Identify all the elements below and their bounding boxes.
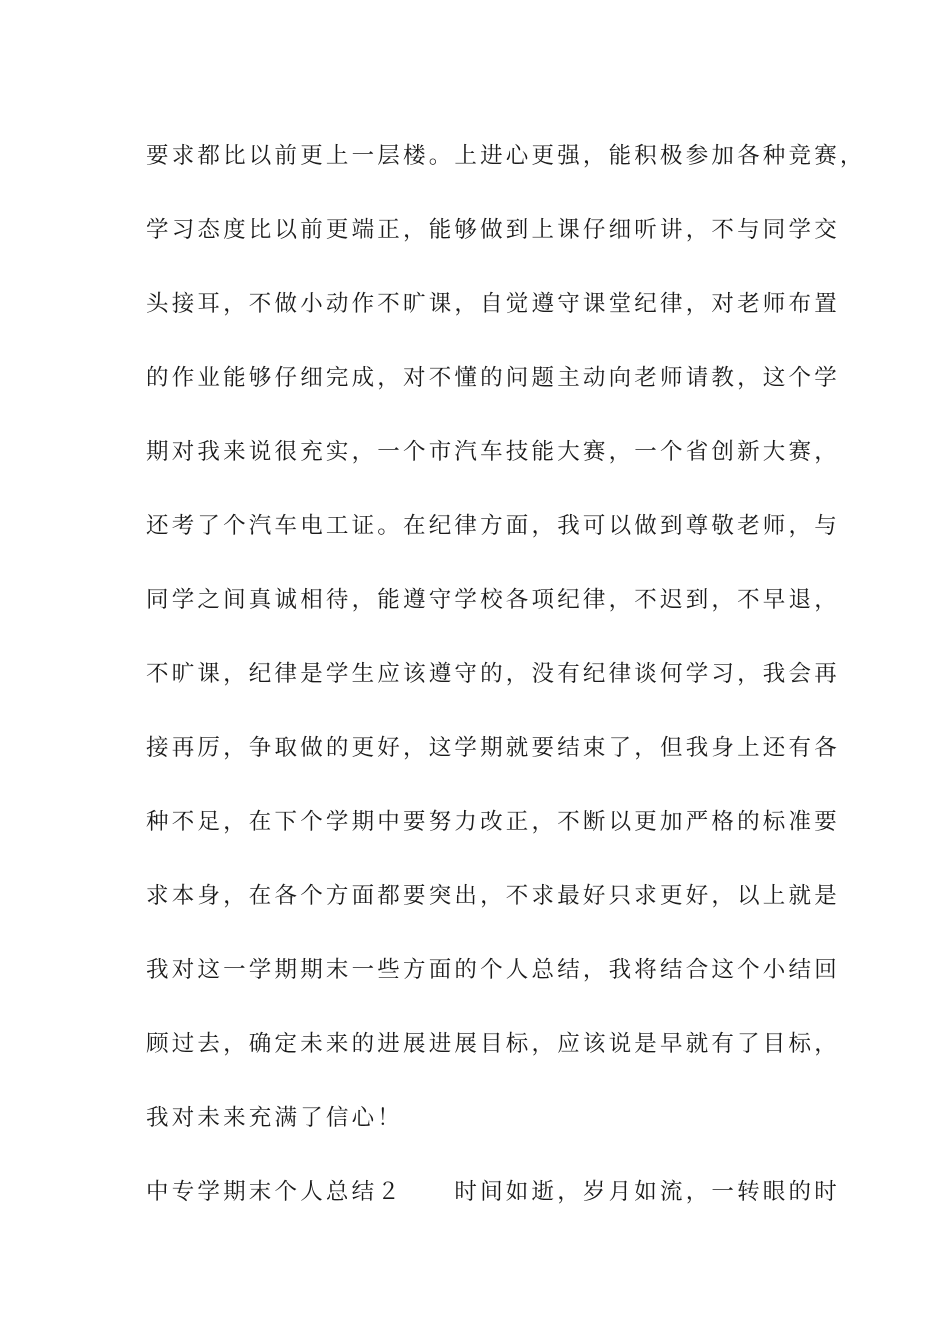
text-line: 头接耳，不做小动作不旷课，自觉遵守课堂纪律，对老师布置 <box>146 291 840 317</box>
text-line: 期对我来说很充实，一个市汽车技能大赛，一个省创新大赛， <box>146 439 840 465</box>
text-line: 学习态度比以前更端正，能够做到上课仔细听讲，不与同学交 <box>146 217 840 243</box>
text-line: 求本身，在各个方面都要突出，不求最好只求更好，以上就是 <box>146 883 840 909</box>
text-line: 的作业能够仔细完成，对不懂的问题主动向老师请教，这个学 <box>146 365 840 391</box>
text-line: 还考了个汽车电工证。在纪律方面，我可以做到尊敬老师，与 <box>146 513 840 539</box>
text-line: 同学之间真诚相待，能遵守学校各项纪律，不迟到，不早退， <box>146 587 840 613</box>
body-text <box>146 133 866 1243</box>
text-line: 不旷课，纪律是学生应该遵守的，没有纪律谈何学习，我会再 <box>146 661 840 687</box>
text-line: 要求都比以前更上一层楼。上进心更强，能积极参加各种竞赛， <box>146 143 866 169</box>
text-line: 我对这一学期期末一些方面的个人总结，我将结合这个小结回 <box>146 957 840 983</box>
text-line: 接再厉，争取做的更好，这学期就要结束了，但我身上还有各 <box>146 735 840 761</box>
text-line: 顾过去，确定未来的进展进展目标，应该说是早就有了目标， <box>146 1031 840 1057</box>
text-line: 我对未来充满了信心！ <box>146 1105 404 1131</box>
section-heading-line: 中专学期末个人总结２ 时间如逝，岁月如流，一转眼的时 <box>146 1179 840 1205</box>
text-line: 种不足，在下个学期中要努力改正，不断以更加严格的标准要 <box>146 809 840 835</box>
